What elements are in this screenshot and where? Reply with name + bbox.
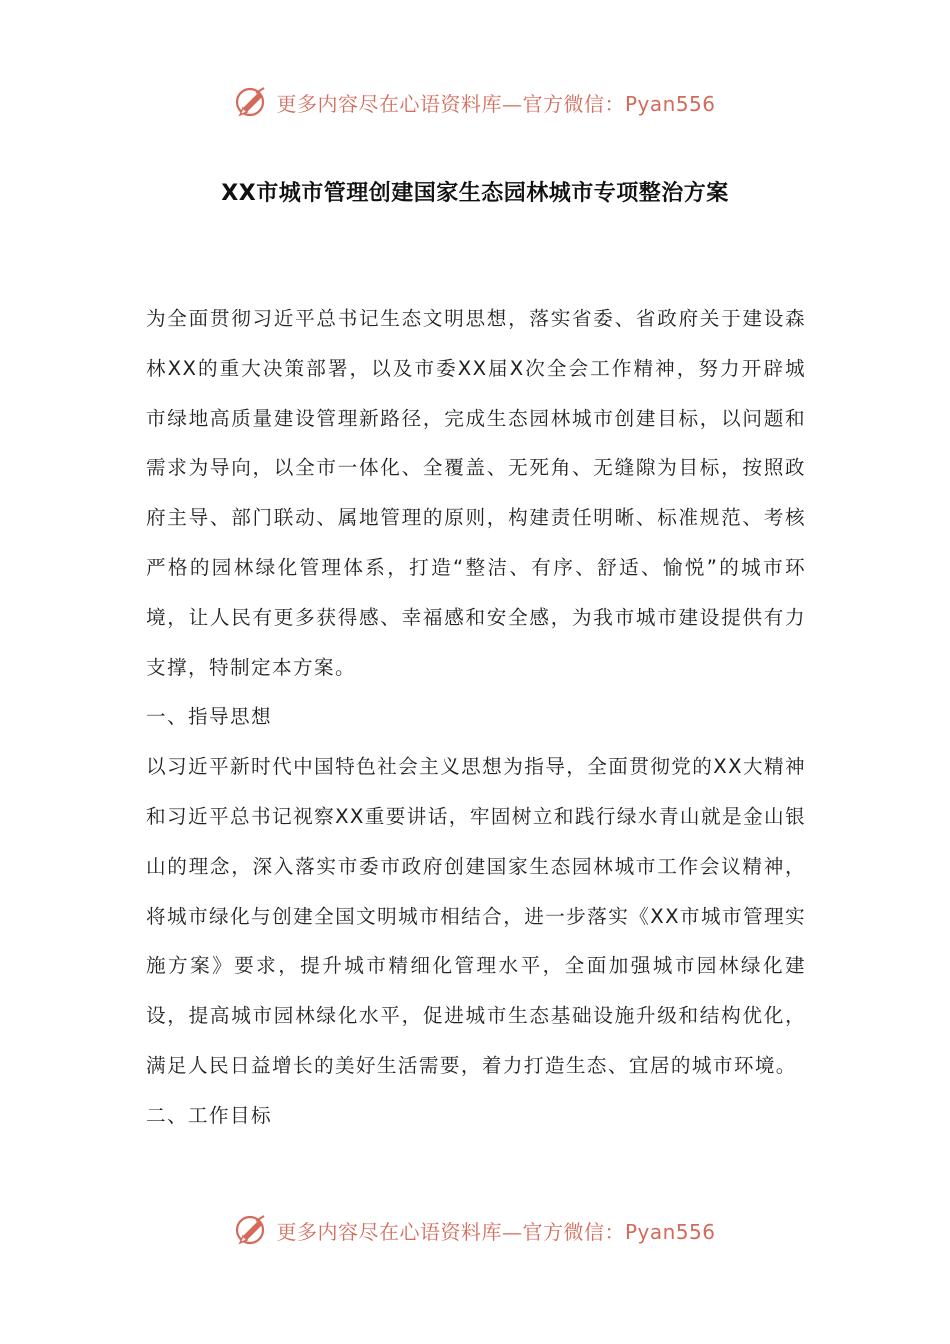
document-title: XX市城市管理创建国家生态园林城市专项整治方案 [221, 181, 729, 206]
section-heading-work-goals: 二、工作目标 [146, 1103, 272, 1127]
pen-logo-icon [234, 84, 270, 120]
section-paragraph-guiding-ideology: 以习近平新时代中国特色社会主义思想为指导，全面贯彻党的XX大精神和习近平总书记视察XX重要讲话，牢固树立和践行绿水青山就是金山银山的理念，深入落实市委市政府创建国家生态园林城市工作会议精神，将城市绿化与创建全国文明城市相结合，进一步落实《XX市城市管理实施方案》要求，提升城市精细化管理水平，全面加强城市园林绿化建设，提高城市园林绿化水平，促进城市生态基础设施升级和结构优化，满足人民日益增长的美好生活需要，着力打造生态、宜居的城市环境。 [146, 755, 806, 1077]
watermark-wechat-id: Pyan556 [624, 1219, 716, 1244]
section-heading-guiding-ideology: 一、指导思想 [146, 705, 272, 729]
watermark-text: 更多内容尽在心语资料库—官方微信：Pyan556 [276, 1219, 716, 1244]
pen-logo-icon [234, 1212, 270, 1248]
watermark-header [0, 82, 950, 122]
watermark-text: 更多内容尽在心语资料库—官方微信：Pyan556 [276, 91, 716, 116]
watermark-footer [0, 1210, 950, 1250]
intro-paragraph: 为全面贯彻习近平总书记生态文明思想，落实省委、省政府关于建设森林XX的重大决策部署，以及市委XX届X次全会工作精神，努力开辟城市绿地高质量建设管理新路径，完成生态园林城市创建目标，以问题和需求为导向，以全市一体化、全覆盖、无死角、无缝隙为目标，按照政府主导、部门联动、属地管理的原则，构建责任明晰、标准规范、考核严格的园林绿化管理体系，打造“整洁、有序、舒适、愉悦”的城市环境，让人民有更多获得感、幸福感和安全感，为我市城市建设提供有力支撑，特制定本方案。 [146, 307, 806, 679]
watermark-wechat-id: Pyan556 [624, 91, 716, 116]
document-body [146, 294, 806, 1141]
